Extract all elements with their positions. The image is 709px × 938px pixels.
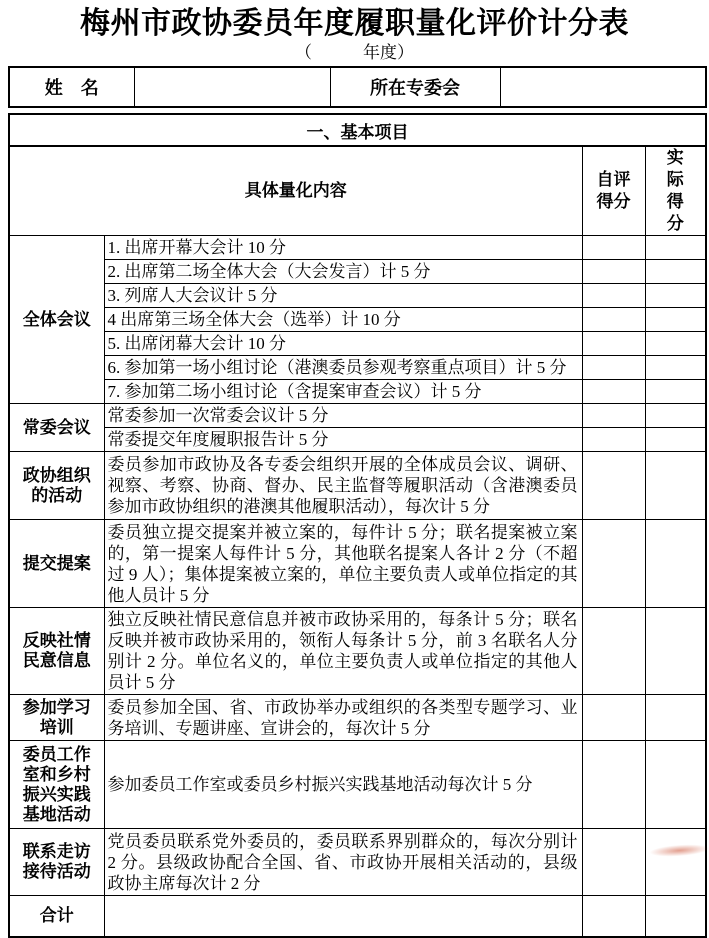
- self-score-cell[interactable]: [582, 380, 645, 404]
- table-row: [9, 428, 706, 452]
- actual-score-cell[interactable]: [645, 608, 706, 695]
- actual-score-cell[interactable]: [645, 260, 706, 284]
- table-row: [9, 608, 706, 695]
- section-title: 一、基本项目: [9, 114, 706, 146]
- actual-score-cell[interactable]: [645, 380, 706, 404]
- table-row: [9, 236, 706, 260]
- criteria-text: 1. 出席开幕大会计 10 分: [104, 236, 582, 260]
- name-label: 姓 名: [9, 67, 134, 107]
- total-actual-score-cell[interactable]: [645, 896, 706, 938]
- actual-score-cell[interactable]: [645, 332, 706, 356]
- total-row: [9, 896, 706, 938]
- table-row: [9, 452, 706, 520]
- criteria-text: 委员独立提交提案并被立案的，每件计 5 分；联名提案被立案的，第一提案人每件计 5 分，其他联名提案人各计 2 分（不超过 9 人）；集体提案被立案的，单位主要负责人或单位指定的其他人员计 5 分: [104, 520, 582, 608]
- actual-score-cell[interactable]: [645, 404, 706, 428]
- self-score-cell[interactable]: [582, 284, 645, 308]
- category-liaison-visits: 联系走访接待活动: [9, 829, 104, 896]
- section-header-row: [9, 114, 706, 146]
- self-score-cell[interactable]: [582, 741, 645, 829]
- table-row: [9, 520, 706, 608]
- actual-score-cell[interactable]: [645, 236, 706, 260]
- self-score-cell[interactable]: [582, 452, 645, 520]
- category-public-opinion: 反映社情民意信息: [9, 608, 104, 695]
- name-value-cell[interactable]: [134, 67, 330, 107]
- table-row: [9, 741, 706, 829]
- self-score-cell[interactable]: [582, 332, 645, 356]
- table-row: [9, 404, 706, 428]
- committee-value-cell[interactable]: [500, 67, 706, 107]
- scoring-table: [8, 113, 707, 938]
- self-score-cell[interactable]: [582, 428, 645, 452]
- criteria-text: 党员委员联系党外委员的，委员联系界别群众的，每次分别计 2 分。县级政协配合全国、省、市政协开展相关活动的，县级政协主席每次计 2 分: [104, 829, 582, 896]
- self-score-cell[interactable]: [582, 608, 645, 695]
- table-row: [9, 284, 706, 308]
- criteria-text: 委员参加市政协及各专委会组织开展的全体成员会议、调研、视察、考察、协商、督办、民主监督等履职活动（含港澳委员参加市政协组织的港澳其他履职活动），每次计 5 分: [104, 452, 582, 520]
- actual-score-cell[interactable]: [645, 452, 706, 520]
- self-score-cell[interactable]: [582, 260, 645, 284]
- name-committee-row: [9, 67, 706, 107]
- category-cppcc-activities: 政协组织的活动: [9, 452, 104, 520]
- criteria-text: 常委参加一次常委会议计 5 分: [104, 404, 582, 428]
- total-self-score-cell[interactable]: [582, 896, 645, 938]
- criteria-text: 2. 出席第二场全体大会（大会发言）计 5 分: [104, 260, 582, 284]
- year-subtitle: （ 年度）: [295, 43, 414, 62]
- criteria-text: 4 出席第三场全体大会（选举）计 10 分: [104, 308, 582, 332]
- column-header-content: 具体量化内容: [9, 146, 582, 236]
- page-title: 梅州市政协委员年度履职量化评价计分表: [80, 7, 629, 40]
- criteria-text: 7. 参加第二场小组讨论（含提案审查会议）计 5 分: [104, 380, 582, 404]
- criteria-text: 3. 列席人大会议计 5 分: [104, 284, 582, 308]
- actual-score-cell[interactable]: [645, 428, 706, 452]
- actual-score-cell[interactable]: [645, 356, 706, 380]
- self-score-cell[interactable]: [582, 695, 645, 741]
- criteria-text: 5. 出席闭幕大会计 10 分: [104, 332, 582, 356]
- self-score-cell[interactable]: [582, 308, 645, 332]
- table-row: [9, 260, 706, 284]
- self-score-cell[interactable]: [582, 356, 645, 380]
- criteria-text: 6. 参加第一场小组讨论（港澳委员参观考察重点项目）计 5 分: [104, 356, 582, 380]
- criteria-text: 委员参加全国、省、市政协举办或组织的各类型专题学习、业务培训、专题讲座、宣讲会的，每次计 5 分: [104, 695, 582, 741]
- category-proposals: 提交提案: [9, 520, 104, 608]
- column-header-self-score: 自评得分: [582, 146, 645, 236]
- criteria-text: 独立反映社情民意信息并被市政协采用的，每条计 5 分；联名反映并被市政协采用的，领衔人每条计 5 分，前 3 名联名人分别计 2 分。单位名义的，单位主要负责人或单位指定的其他人员计 5 分: [104, 608, 582, 695]
- actual-score-cell[interactable]: [645, 695, 706, 741]
- actual-score-cell[interactable]: [645, 741, 706, 829]
- actual-score-cell[interactable]: [645, 829, 706, 896]
- actual-score-cell[interactable]: [645, 308, 706, 332]
- column-header-row: [9, 146, 706, 236]
- self-score-cell[interactable]: [582, 404, 645, 428]
- column-header-actual-score: 实际得分: [645, 146, 706, 236]
- name-committee-table: [8, 66, 707, 108]
- self-score-cell[interactable]: [582, 236, 645, 260]
- actual-score-cell[interactable]: [645, 520, 706, 608]
- table-row: [9, 829, 706, 896]
- category-standing-committee: 常委会议: [9, 404, 104, 452]
- category-plenary-meetings: 全体会议: [9, 236, 104, 404]
- self-score-cell[interactable]: [582, 829, 645, 896]
- table-row: [9, 380, 706, 404]
- criteria-text: 参加委员工作室或委员乡村振兴实践基地活动每次计 5 分: [104, 741, 582, 829]
- total-content-cell[interactable]: [104, 896, 582, 938]
- category-workstation-rural-base: 委员工作室和乡村振兴实践基地活动: [9, 741, 104, 829]
- table-row: [9, 308, 706, 332]
- category-study-training: 参加学习培训: [9, 695, 104, 741]
- table-row: [9, 332, 706, 356]
- criteria-text: 常委提交年度履职报告计 5 分: [104, 428, 582, 452]
- self-score-cell[interactable]: [582, 520, 645, 608]
- table-row: [9, 356, 706, 380]
- table-row: [9, 695, 706, 741]
- actual-score-cell[interactable]: [645, 284, 706, 308]
- committee-label: 所在专委会: [330, 67, 500, 107]
- total-label: 合计: [9, 896, 104, 938]
